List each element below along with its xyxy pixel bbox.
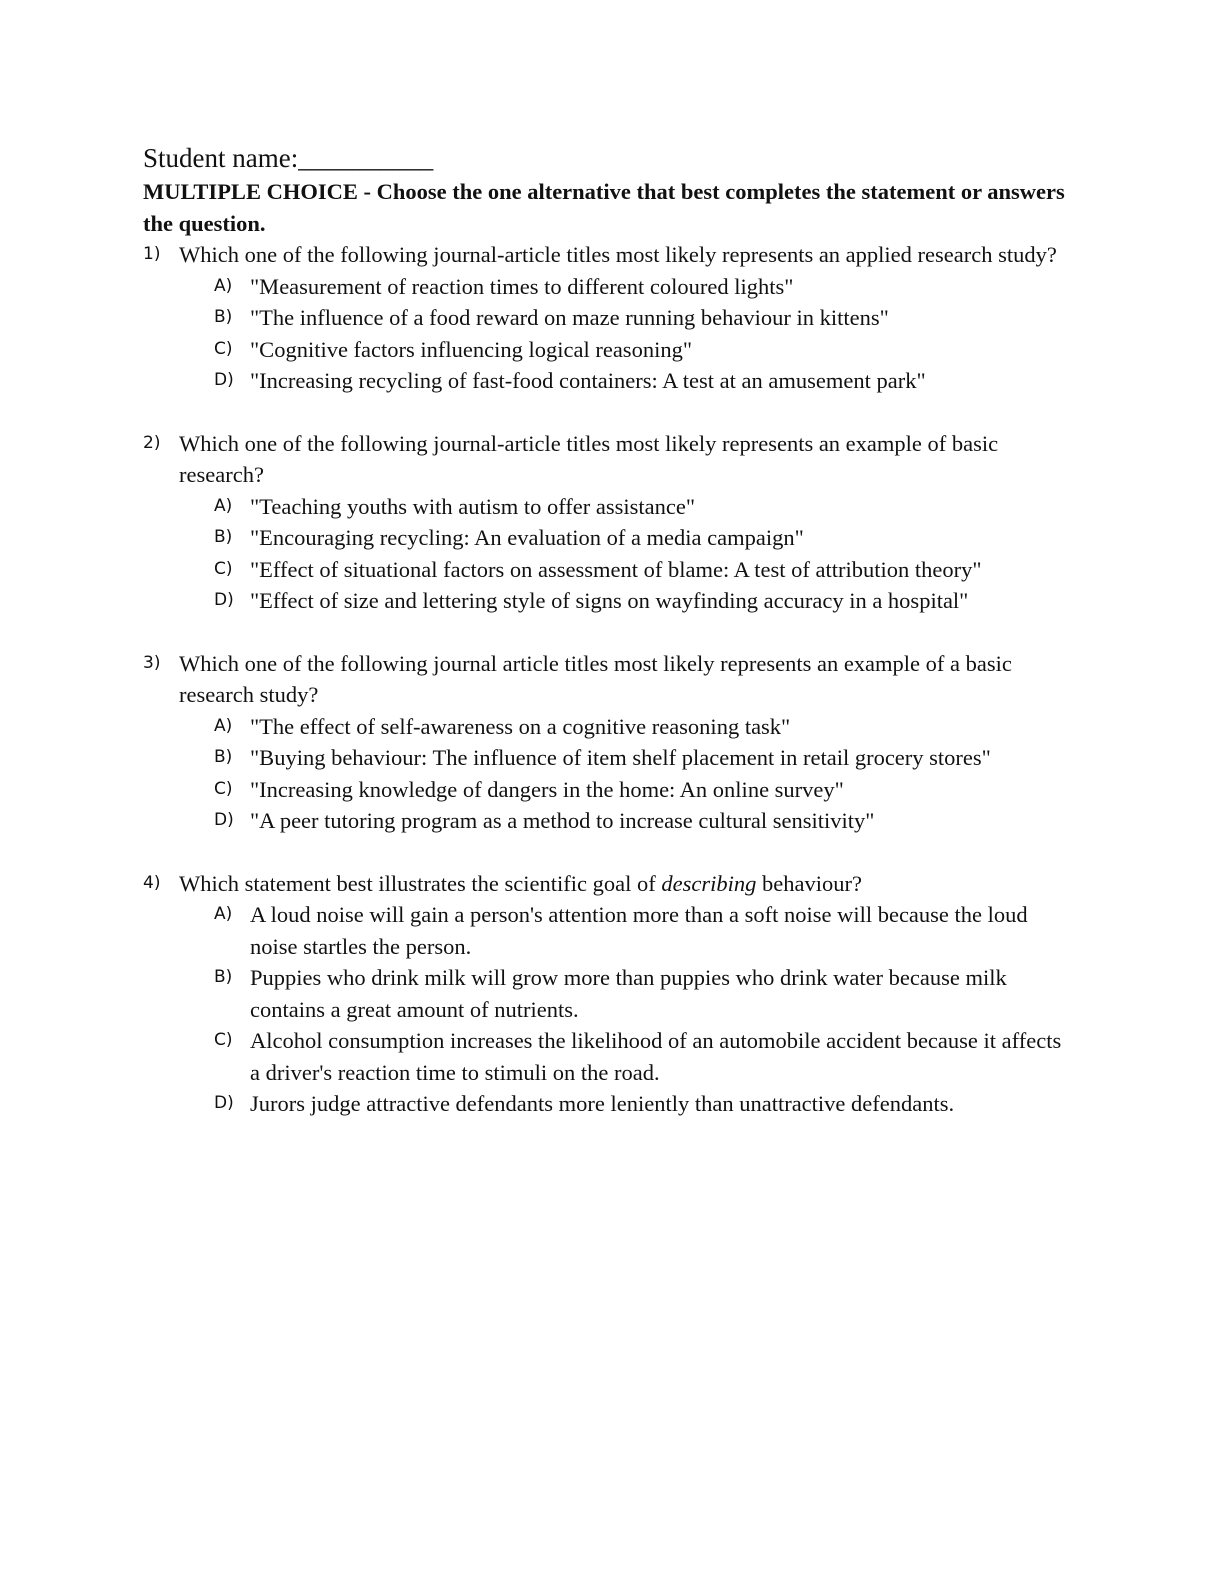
option-list (214, 899, 1073, 1120)
option-text: A loud noise will gain a person's attention more than a soft noise will because the loud noise startles the person. (250, 902, 1028, 959)
option-d[interactable] (214, 805, 1073, 837)
question-1 (143, 239, 1073, 397)
question-stem: Which one of the following journal article titles most likely represents an example of a basic research study? (179, 650, 1012, 707)
option-text: "A peer tutoring program as a method to increase cultural sensitivity" (250, 808, 875, 833)
option-text: "The influence of a food reward on maze running behaviour in kittens" (250, 305, 889, 330)
option-b[interactable] (214, 962, 1073, 1025)
option-text: "Effect of situational factors on assessment of blame: A test of attribution theory" (250, 556, 982, 582)
option-text: "Cognitive factors influencing logical reasoning" (250, 336, 693, 362)
option-text: "Effect of size and lettering style of signs on wayfinding accuracy in a hospital" (250, 588, 969, 613)
option-text: "The effect of self-awareness on a cognitive reasoning task" (250, 713, 791, 739)
option-label: D) (214, 370, 234, 390)
student-name-field: Student name:__________ (143, 143, 434, 173)
option-text: "Increasing recycling of fast-food containers: A test at an amusement park" (250, 368, 926, 393)
option-label: A) (214, 495, 233, 516)
question-4 (143, 868, 1073, 1120)
option-text: Jurors judge attractive defendants more leniently than unattractive defendants. (250, 1091, 955, 1116)
question-stem: Which one of the following journal-article titles most likely represents an applied research study? (179, 242, 1057, 267)
stem-text: Which statement best illustrates the scientific goal of (179, 870, 662, 896)
question-stem (179, 868, 1073, 900)
option-label: C) (214, 558, 233, 579)
option-label: B) (214, 747, 233, 767)
question-3 (143, 648, 1073, 837)
option-label: B) (214, 307, 233, 327)
option-label: A) (214, 904, 233, 924)
question-stem: Which one of the following journal-article titles most likely represents an example of basic research? (179, 430, 999, 487)
option-list (214, 491, 1073, 617)
option-d[interactable] (214, 1088, 1073, 1120)
option-text: "Increasing knowledge of dangers in the home: An online survey" (250, 776, 844, 802)
stem-text: behaviour? (756, 870, 862, 896)
option-label: C) (214, 1030, 233, 1050)
option-a[interactable] (214, 491, 1073, 523)
question-number: 4) (143, 872, 161, 893)
option-d[interactable] (214, 585, 1073, 617)
option-label: B) (214, 527, 233, 547)
option-a[interactable] (214, 271, 1073, 303)
stem-emphasis: describing (661, 870, 757, 896)
option-label: A) (214, 275, 233, 296)
option-text: Alcohol consumption increases the likelihood of an automobile accident because it affects a driver's reaction time to stimuli on the road. (250, 1028, 1062, 1085)
option-text: "Buying behaviour: The influence of item shelf placement in retail grocery stores" (250, 745, 991, 770)
option-label: D) (214, 810, 234, 830)
question-2 (143, 428, 1073, 617)
option-list (214, 271, 1073, 397)
option-text: "Encouraging recycling: An evaluation of a media campaign" (250, 525, 804, 550)
option-c[interactable] (214, 1025, 1073, 1088)
worksheet-page (143, 141, 1073, 1120)
spacer (143, 837, 1073, 868)
option-label: C) (214, 338, 233, 359)
option-c[interactable] (214, 774, 1073, 806)
option-label: D) (214, 1093, 234, 1113)
option-text: "Teaching youths with autism to offer assistance" (250, 493, 696, 519)
question-number: 2) (143, 432, 161, 453)
option-c[interactable] (214, 554, 1073, 586)
spacer (143, 397, 1073, 428)
option-a[interactable] (214, 711, 1073, 743)
option-d[interactable] (214, 365, 1073, 397)
option-b[interactable] (214, 302, 1073, 334)
option-a[interactable] (214, 899, 1073, 962)
option-b[interactable] (214, 742, 1073, 774)
instructions-heading: MULTIPLE CHOICE - Choose the one alternative that best completes the statement or answers the question. (143, 179, 1065, 236)
option-text: Puppies who drink milk will grow more than puppies who drink water because milk contains a great amount of nutrients. (250, 965, 1007, 1022)
option-label: B) (214, 967, 233, 987)
option-b[interactable] (214, 522, 1073, 554)
option-label: C) (214, 778, 233, 799)
option-c[interactable] (214, 334, 1073, 366)
option-list (214, 711, 1073, 837)
option-label: D) (214, 590, 234, 610)
spacer (143, 617, 1073, 648)
option-label: A) (214, 715, 233, 736)
question-number: 3) (143, 652, 161, 673)
question-number: 1) (143, 244, 161, 264)
option-text: "Measurement of reaction times to different coloured lights" (250, 273, 794, 299)
